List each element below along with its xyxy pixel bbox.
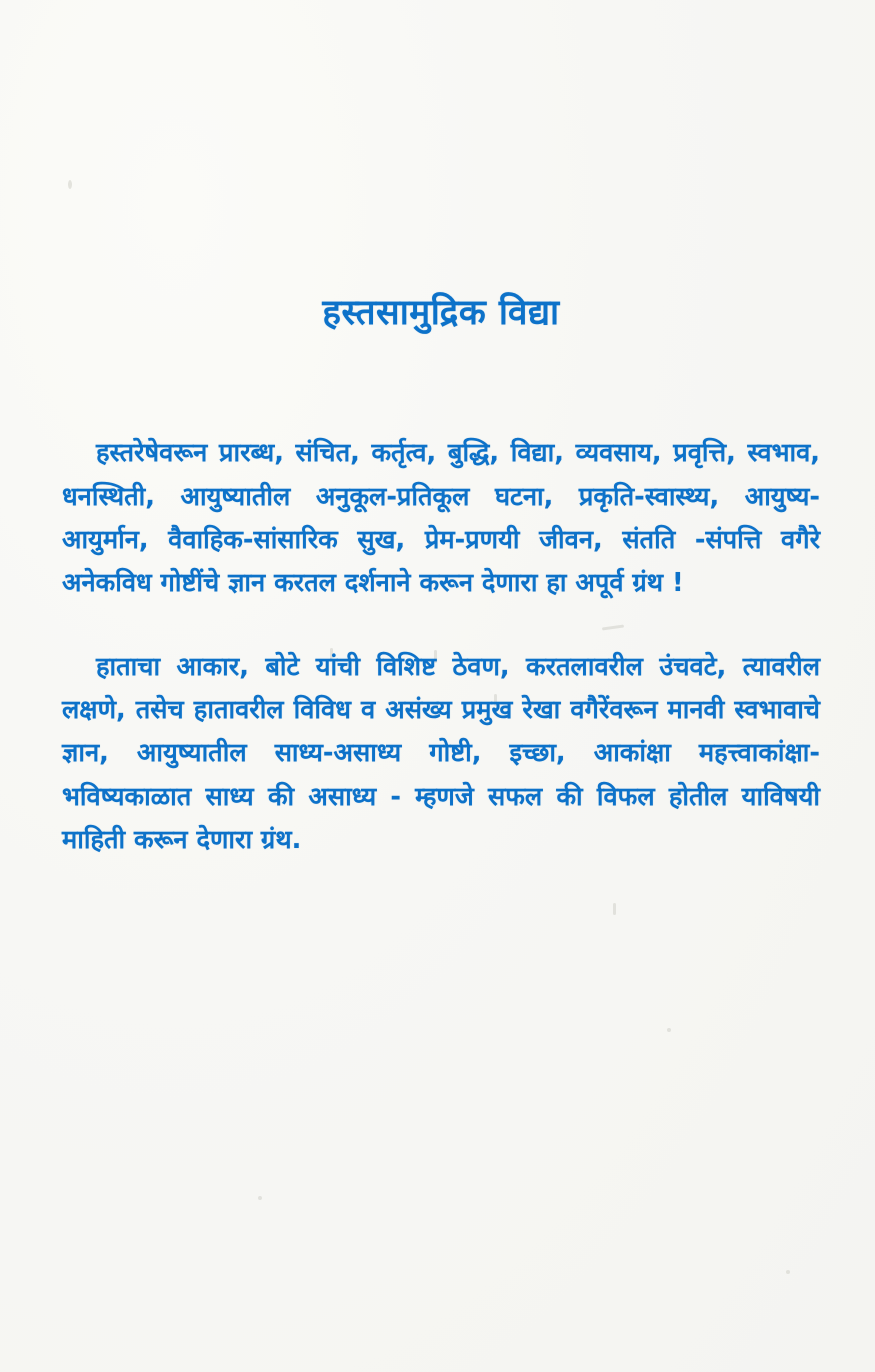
paper-speck [258, 1196, 262, 1200]
paper-speck [667, 1028, 671, 1032]
body-paragraph-1: हस्तरेषेवरून प्रारब्ध, संचित, कर्तृत्व, बुद्धि, विद्या, व्यवसाय, प्रवृत्ति, स्वभाव, धनस्थिती, आयुष्यातील अनुकूल-प्रतिकूल घटना, प्रकृति-स्वास्थ्य, आयुष्य-आयुर्मान, वैवाहिक-सांसारिक सुख, प्रेम-प्रणयी जीवन, संतति -संपत्ति वगैरे अनेकविध गोष्टींचे ज्ञान करतल दर्शनाने करून देणारा हा अपूर्व ग्रंथ ! [62, 438, 820, 599]
paper-speck [786, 1270, 790, 1274]
page-title: हस्तसामुद्रिक विद्या [322, 293, 560, 333]
paper-speck [68, 180, 72, 189]
body-paragraph-2: हाताचा आकार, बोटे यांची विशिष्ट ठेवण, करतलावरील उंचवटे, त्यावरील लक्षणे, तसेच हातावरील विविध व असंख्य प्रमुख रेखा वगैरेंवरून मानवी स्वभावाचे ज्ञान, आयुष्यातील साध्य-असाध्य गोष्टी, इच्छा, आकांक्षा महत्त्वाकांक्षा-भविष्यकाळात साध्य की असाध्य - म्हणजे सफल की विफल होतील याविषयी माहिती करून देणारा ग्रंथ. [62, 651, 820, 855]
paper-speck [613, 903, 616, 915]
cover-text-block [62, 290, 820, 862]
